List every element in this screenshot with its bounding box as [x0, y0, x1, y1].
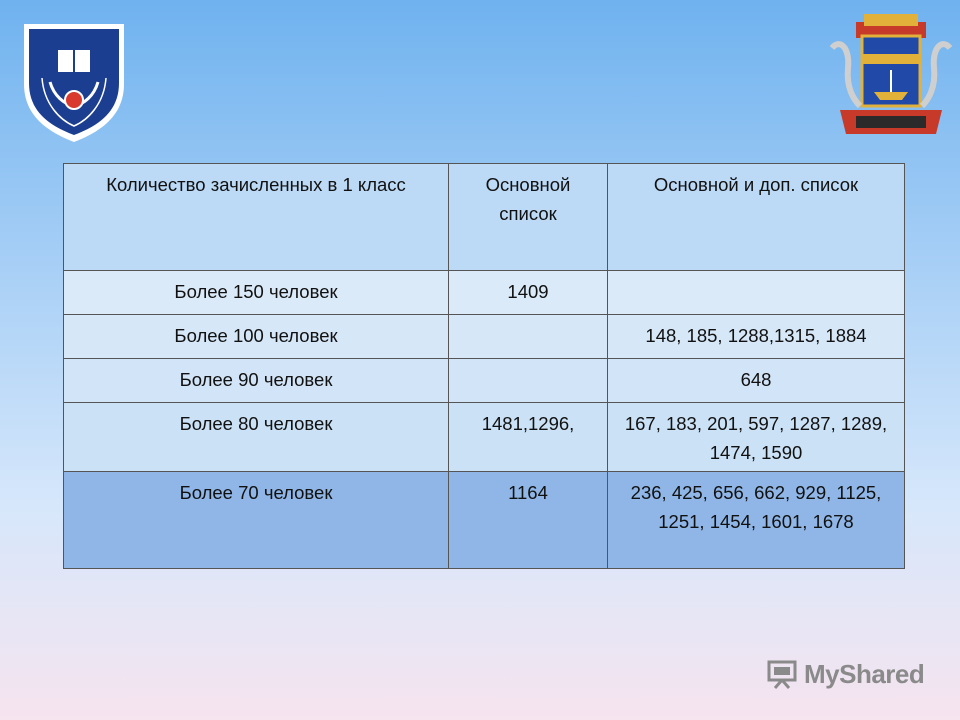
table-header-row [64, 164, 905, 271]
table-cell: 236, 425, 656, 662, 929, 1125, 1251, 1454, 1601, 1678 [608, 472, 905, 569]
table-cell: 167, 183, 201, 597, 1287, 1289, 1474, 1590 [608, 403, 905, 472]
table-cell: 648 [608, 359, 905, 403]
table-cell: 1164 [449, 472, 608, 569]
watermark-text: MyShared [804, 658, 925, 689]
district-coat-of-arms-logo [826, 8, 956, 140]
enrollment-table [63, 163, 905, 569]
table-cell: Более 80 человек [64, 403, 449, 472]
table-cell [608, 271, 905, 315]
header-cell-main-list: Основной список [449, 164, 608, 271]
table-cell: 1409 [449, 271, 608, 315]
table-cell: 1481,1296, [449, 403, 608, 472]
header-cell-main-and-extra-list: Основной и доп. список [608, 164, 905, 271]
table-row [64, 315, 905, 359]
table-row-highlighted [64, 472, 905, 569]
table-cell: 148, 185, 1288,1315, 1884 [608, 315, 905, 359]
table-row [64, 271, 905, 315]
table-row [64, 359, 905, 403]
table-cell [449, 315, 608, 359]
table-row [64, 403, 905, 472]
myshared-watermark [766, 656, 924, 692]
table-cell: Более 90 человек [64, 359, 449, 403]
presentation-board-icon [766, 658, 798, 690]
table-cell: Более 100 человек [64, 315, 449, 359]
table-cell: Более 70 человек [64, 472, 449, 569]
header-cell-enrolled-count: Количество зачисленных в 1 класс [64, 164, 449, 271]
table-cell: Более 150 человек [64, 271, 449, 315]
education-emblem-logo [20, 20, 128, 144]
table-cell [449, 359, 608, 403]
